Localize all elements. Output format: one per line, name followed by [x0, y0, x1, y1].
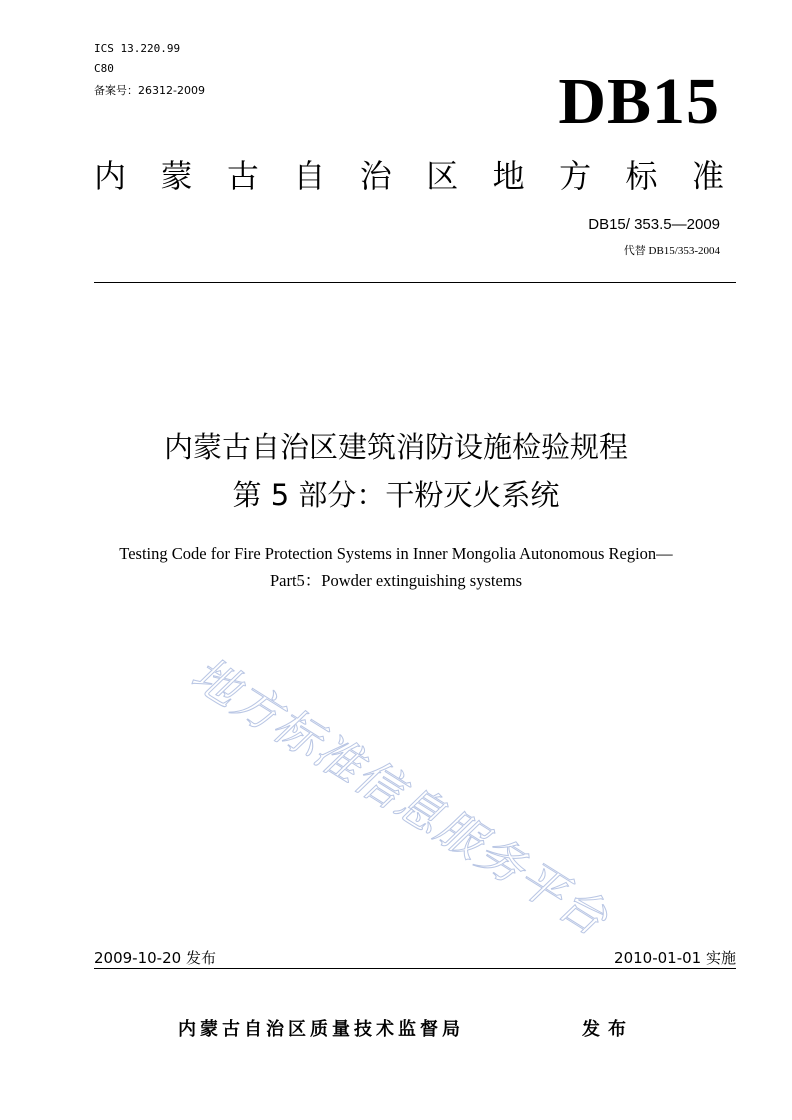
standard-code-logo: DB15 [558, 65, 720, 138]
standard-type-heading [94, 154, 724, 198]
issue-date: 2009-10-20 发布 [94, 949, 216, 967]
title-en-line1: Testing Code for Fire Protection Systems in Inner Mongolia Autonomous Region— [119, 544, 673, 563]
standard-number: DB15/ 353.5—2009 [588, 216, 720, 233]
title-zh-line2: 第 5 部分：干粉灭火系统 [232, 478, 560, 512]
title-zh-line1: 内蒙古自治区建筑消防设施检验规程 [163, 430, 628, 464]
standard-type-char: 准 [691, 157, 724, 195]
watermark: 地方标准信息服务平台 [182, 646, 619, 947]
title-en-line2: Part5：Powder extinguishing systems [269, 571, 523, 590]
standard-type-char: 蒙 [160, 157, 193, 195]
standard-type-char: 地 [492, 157, 525, 195]
footer-divider [94, 968, 736, 969]
record-number: 备案号：26312-2009 [94, 84, 205, 97]
standard-type-char: 标 [625, 157, 658, 195]
header-divider [94, 282, 736, 283]
replaces-standard: 代替 DB15/353-2004 [623, 245, 720, 257]
standard-type-char: 自 [293, 157, 326, 195]
standard-type-char: 区 [426, 157, 459, 195]
standard-type-char: 治 [359, 157, 392, 195]
standard-type-char: 古 [226, 157, 259, 195]
standard-type-char: 内 [94, 157, 127, 195]
ics-code: ICS 13.220.99 [94, 42, 181, 55]
standard-type-char: 方 [559, 157, 592, 195]
published-label: 发布 [582, 1019, 634, 1040]
publisher-name: 内蒙古自治区质量技术监督局 [178, 1019, 464, 1040]
classification-code: C80 [94, 62, 114, 75]
implementation-date: 2010-01-01 实施 [614, 949, 736, 967]
